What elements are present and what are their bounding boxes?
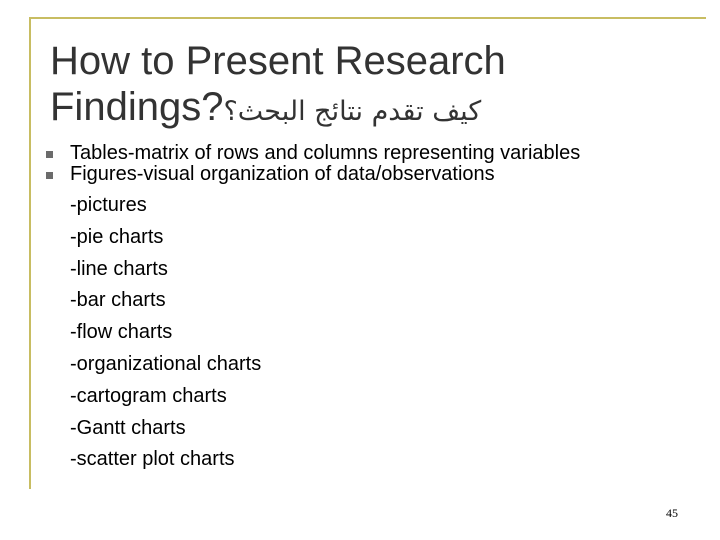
square-bullet-icon [46, 151, 53, 158]
figure-type-item: -line charts [70, 257, 168, 280]
slide-frame-top-border [29, 17, 706, 19]
title-line-1: How to Present Research [50, 39, 506, 83]
figure-type-item: -organizational charts [70, 352, 262, 375]
bullet-item-figures [46, 164, 616, 185]
slide-frame-left-border [29, 17, 31, 489]
bullet-item-tables [46, 143, 616, 164]
title-arabic: كيف تقدم نتائج البحث؟ [223, 96, 482, 127]
page-number: 45 [666, 506, 678, 520]
figure-type-item: -scatter plot charts [70, 448, 235, 471]
title-line-2 [50, 84, 690, 135]
figure-type-item: -bar charts [70, 289, 166, 312]
square-bullet-icon [46, 172, 53, 179]
figure-type-item: -pictures [70, 194, 147, 216]
slide-content [46, 143, 616, 476]
figure-type-item: -cartogram charts [70, 384, 227, 407]
bullet-text-tables: Tables-matrix of rows and columns representing variables [70, 142, 581, 164]
bullet-text-figures: Figures-visual organization of data/observations [70, 163, 495, 185]
slide-title [50, 38, 690, 135]
title-findings: Findings? [50, 85, 224, 129]
figure-type-item: -pie charts [70, 225, 164, 248]
figure-type-item: -Gantt charts [70, 416, 186, 439]
figure-types-list [46, 190, 616, 476]
figure-type-item: -flow charts [70, 321, 173, 344]
